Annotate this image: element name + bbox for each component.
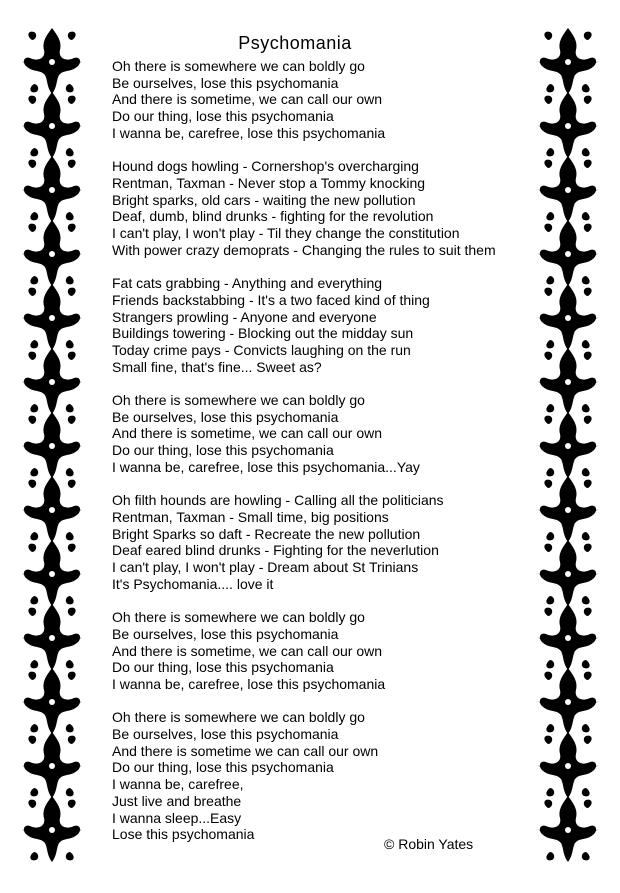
lyric-line: Buildings towering - Blocking out the midday sun	[112, 325, 414, 342]
lyric-line: Today crime pays - Convicts laughing on the run	[112, 341, 411, 358]
lyric-line: And there is sometime, we can call our own	[112, 642, 383, 659]
page-title: Psychomania	[238, 33, 352, 53]
lyric-line: I wanna sleep...Easy	[112, 809, 242, 826]
stanza-6	[112, 609, 532, 693]
lyric-line: Deaf eared blind drunks - Fighting for the neverlution	[112, 542, 439, 559]
lyric-line: Do our thing, lose this psychomania	[112, 442, 334, 459]
lyric-line: Do our thing, lose this psychomania	[112, 659, 334, 676]
lyric-line: Rentman, Taxman - Never stop a Tommy knocking	[112, 174, 426, 191]
lyric-line: Hound dogs howling - Cornershop's overcharging	[112, 158, 419, 175]
lyric-line: Just live and breathe	[112, 792, 242, 809]
stanza-5	[112, 492, 532, 592]
lyric-line: And there is sometime, we can call our own	[112, 91, 383, 108]
lyric-line: Be ourselves, lose this psychomania	[112, 408, 339, 425]
stanza-4	[112, 392, 532, 476]
copyright-notice: © Robin Yates	[384, 836, 474, 852]
lyric-line: Oh there is somewhere we can boldly go	[112, 709, 365, 726]
stanza-1	[112, 58, 532, 142]
lyric-line: Be ourselves, lose this psychomania	[112, 726, 339, 743]
stanza-3	[112, 275, 532, 375]
lyric-line: Small fine, that's fine... Sweet as?	[112, 358, 322, 375]
lyric-line: I can't play, I won't play - Til they change the constitution	[112, 225, 460, 242]
lyric-line: Lose this psychomania	[112, 826, 255, 843]
lyric-line: And there is sometime we can call our own	[112, 742, 379, 759]
lyric-line: I wanna be, carefree, lose this psychomania	[112, 675, 386, 692]
stanza-7	[112, 709, 532, 843]
lyric-line: Deaf, dumb, blind drunks - fighting for the revolution	[112, 208, 434, 225]
lyric-line: Be ourselves, lose this psychomania	[112, 625, 339, 642]
stanza-2	[112, 158, 532, 258]
left-border-svg	[22, 28, 82, 870]
lyric-line: Oh there is somewhere we can boldly go	[112, 392, 365, 409]
lyric-line: Oh there is somewhere we can boldly go	[112, 58, 365, 74]
lyric-line: Do our thing, lose this psychomania	[112, 108, 334, 125]
lyric-line: I wanna be, carefree,	[112, 776, 244, 793]
lyric-line: It's Psychomania.... love it	[112, 575, 274, 592]
lyric-line: I can't play, I won't play - Dream about St Trinians	[112, 559, 419, 576]
lyric-line: Friends backstabbing - It's a two faced kind of thing	[112, 291, 430, 308]
lyric-line: I wanna be, carefree, lose this psychomania...Yay	[112, 458, 420, 475]
lyric-line: Fat cats grabbing - Anything and everything	[112, 275, 383, 292]
lyric-line: Oh there is somewhere we can boldly go	[112, 609, 365, 626]
lyric-line: Oh filth hounds are howling - Calling all the politicians	[112, 492, 444, 509]
right-border-svg	[538, 28, 598, 870]
lyric-line: Bright Sparks so daft - Recreate the new pollution	[112, 525, 421, 542]
lyric-line: With power crazy demoprats - Changing the rules to suit them	[112, 241, 496, 258]
lyric-line: Rentman, Taxman - Small time, big positions	[112, 508, 389, 525]
right-ornamental-border	[538, 28, 598, 870]
lyric-line: Do our thing, lose this psychomania	[112, 759, 334, 776]
lyric-line: Bright sparks, old cars - waiting the new pollution	[112, 191, 416, 208]
lyric-line: And there is sometime, we can call our own	[112, 425, 383, 442]
left-ornamental-border	[22, 28, 82, 870]
lyric-line: I wanna be, carefree, lose this psychomania	[112, 124, 386, 141]
lyrics-body	[112, 58, 532, 860]
lyric-line: Be ourselves, lose this psychomania	[112, 74, 339, 91]
lyric-line: Strangers prowling - Anyone and everyone	[112, 308, 377, 325]
